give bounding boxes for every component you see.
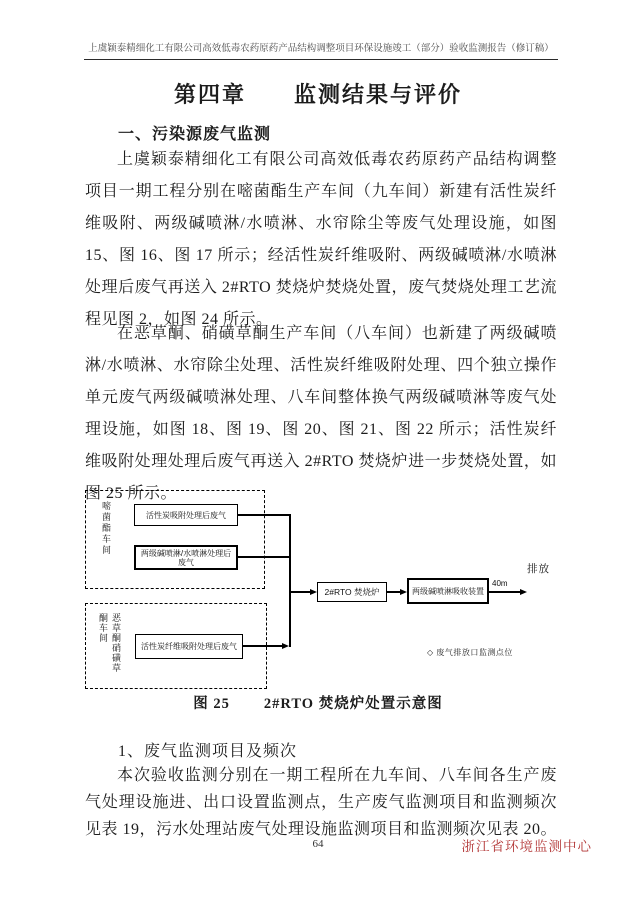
alkali-spray-box-workshop1: 两级碱喷淋/水喷淋处理后废气 xyxy=(134,545,238,570)
flow-line-acf1 xyxy=(238,514,290,516)
figure-caption-title: 2#RTO 焚烧炉处置示意图 xyxy=(263,696,443,712)
paragraph-3: 本次验收监测分别在一期工程所在九车间、八车间各生产废气处理设施进、出口设置监测点，生产废气监测项目和监测频次见表 19，污水处理站废气处理设施监测项目和监测频次见表 20。 xyxy=(85,767,558,838)
flow-trunk-line xyxy=(289,514,291,647)
acf-adsorption-box-workshop2: 活性炭纤维吸附处理后废气 xyxy=(135,634,243,659)
monitoring-point-legend: ◇ 废气排放口监测点位 xyxy=(427,648,513,657)
flow-line-to-rto xyxy=(289,591,311,593)
arrowhead-icon xyxy=(282,643,289,649)
paragraph-2: 在恶草酮、硝磺草酮生产车间（八车间）也新建了两级碱喷淋/水喷淋、水帘除尘处理、活性炭纤维吸附处理、四个独立操作单元废气两级碱喷淋处理、八车间整体换气两级碱喷淋等废气处理设施，如图 18、图 19、图 20、图 21、图 22 所示；活性炭纤维吸附处理处理后废气再送入 2#RTO 焚烧炉进一步焚烧处置，如图 25 所示。 xyxy=(85,325,557,502)
flow-line-emission xyxy=(489,591,521,593)
acf-adsorption-box-workshop1: 活性炭吸附处理后废气 xyxy=(134,504,238,526)
subsection-heading: 1、废气监测项目及频次 xyxy=(118,743,298,760)
paragraph-1: 上虞颖泰精细化工有限公司高效低毒农药原药产品结构调整项目一期工程分别在嘧菌酯生产车间（九车间）新建有活性炭纤维吸附、两级碱喷淋/水喷淋、水帘除尘等废气处理设施，如图 15、图 16、图 17 所示；经活性炭纤维吸附、两级碱喷淋/水喷淋处理后废气再送入 2#RTO 焚烧炉焚烧处置，废气焚烧处理工艺流程见图 2，如图 24 所示。 xyxy=(85,151,557,328)
footer-organization: 浙江省环境监测中心 xyxy=(461,839,592,854)
rto-incinerator-box: 2#RTO 焚烧炉 xyxy=(317,582,387,602)
workshop1-label: 嘧菌酯车间 xyxy=(101,501,111,556)
flow-line-acf2 xyxy=(243,645,283,647)
flow-line-to-absorber xyxy=(387,591,401,593)
figure-caption-label: 图 25 xyxy=(193,696,230,712)
arrowhead-icon xyxy=(400,589,407,595)
stack-height-label: 40m xyxy=(492,579,508,588)
emission-outlet-label: 排放 xyxy=(527,563,550,575)
section-heading: 一、污染源废气监测 xyxy=(118,126,272,143)
process-flow-diagram xyxy=(85,487,557,689)
figure-caption xyxy=(0,692,636,713)
alkali-absorber-box: 两级碱喷淋吸收装置 xyxy=(407,578,489,604)
page-number: 64 xyxy=(312,838,324,850)
workshop2-label: 恶草酮硝磺草酮车间 xyxy=(98,613,121,673)
chapter-title: 第四章 监测结果与评价 xyxy=(173,82,462,107)
page-header-doc-title: 上虞颖泰精细化工有限公司高效低毒农药原药产品结构调整项目环保设施竣工（部分）验收监测报告（修订稿） xyxy=(84,40,558,60)
flow-line-spray xyxy=(238,556,290,558)
arrowhead-icon xyxy=(520,589,527,595)
arrowhead-icon xyxy=(310,589,317,595)
